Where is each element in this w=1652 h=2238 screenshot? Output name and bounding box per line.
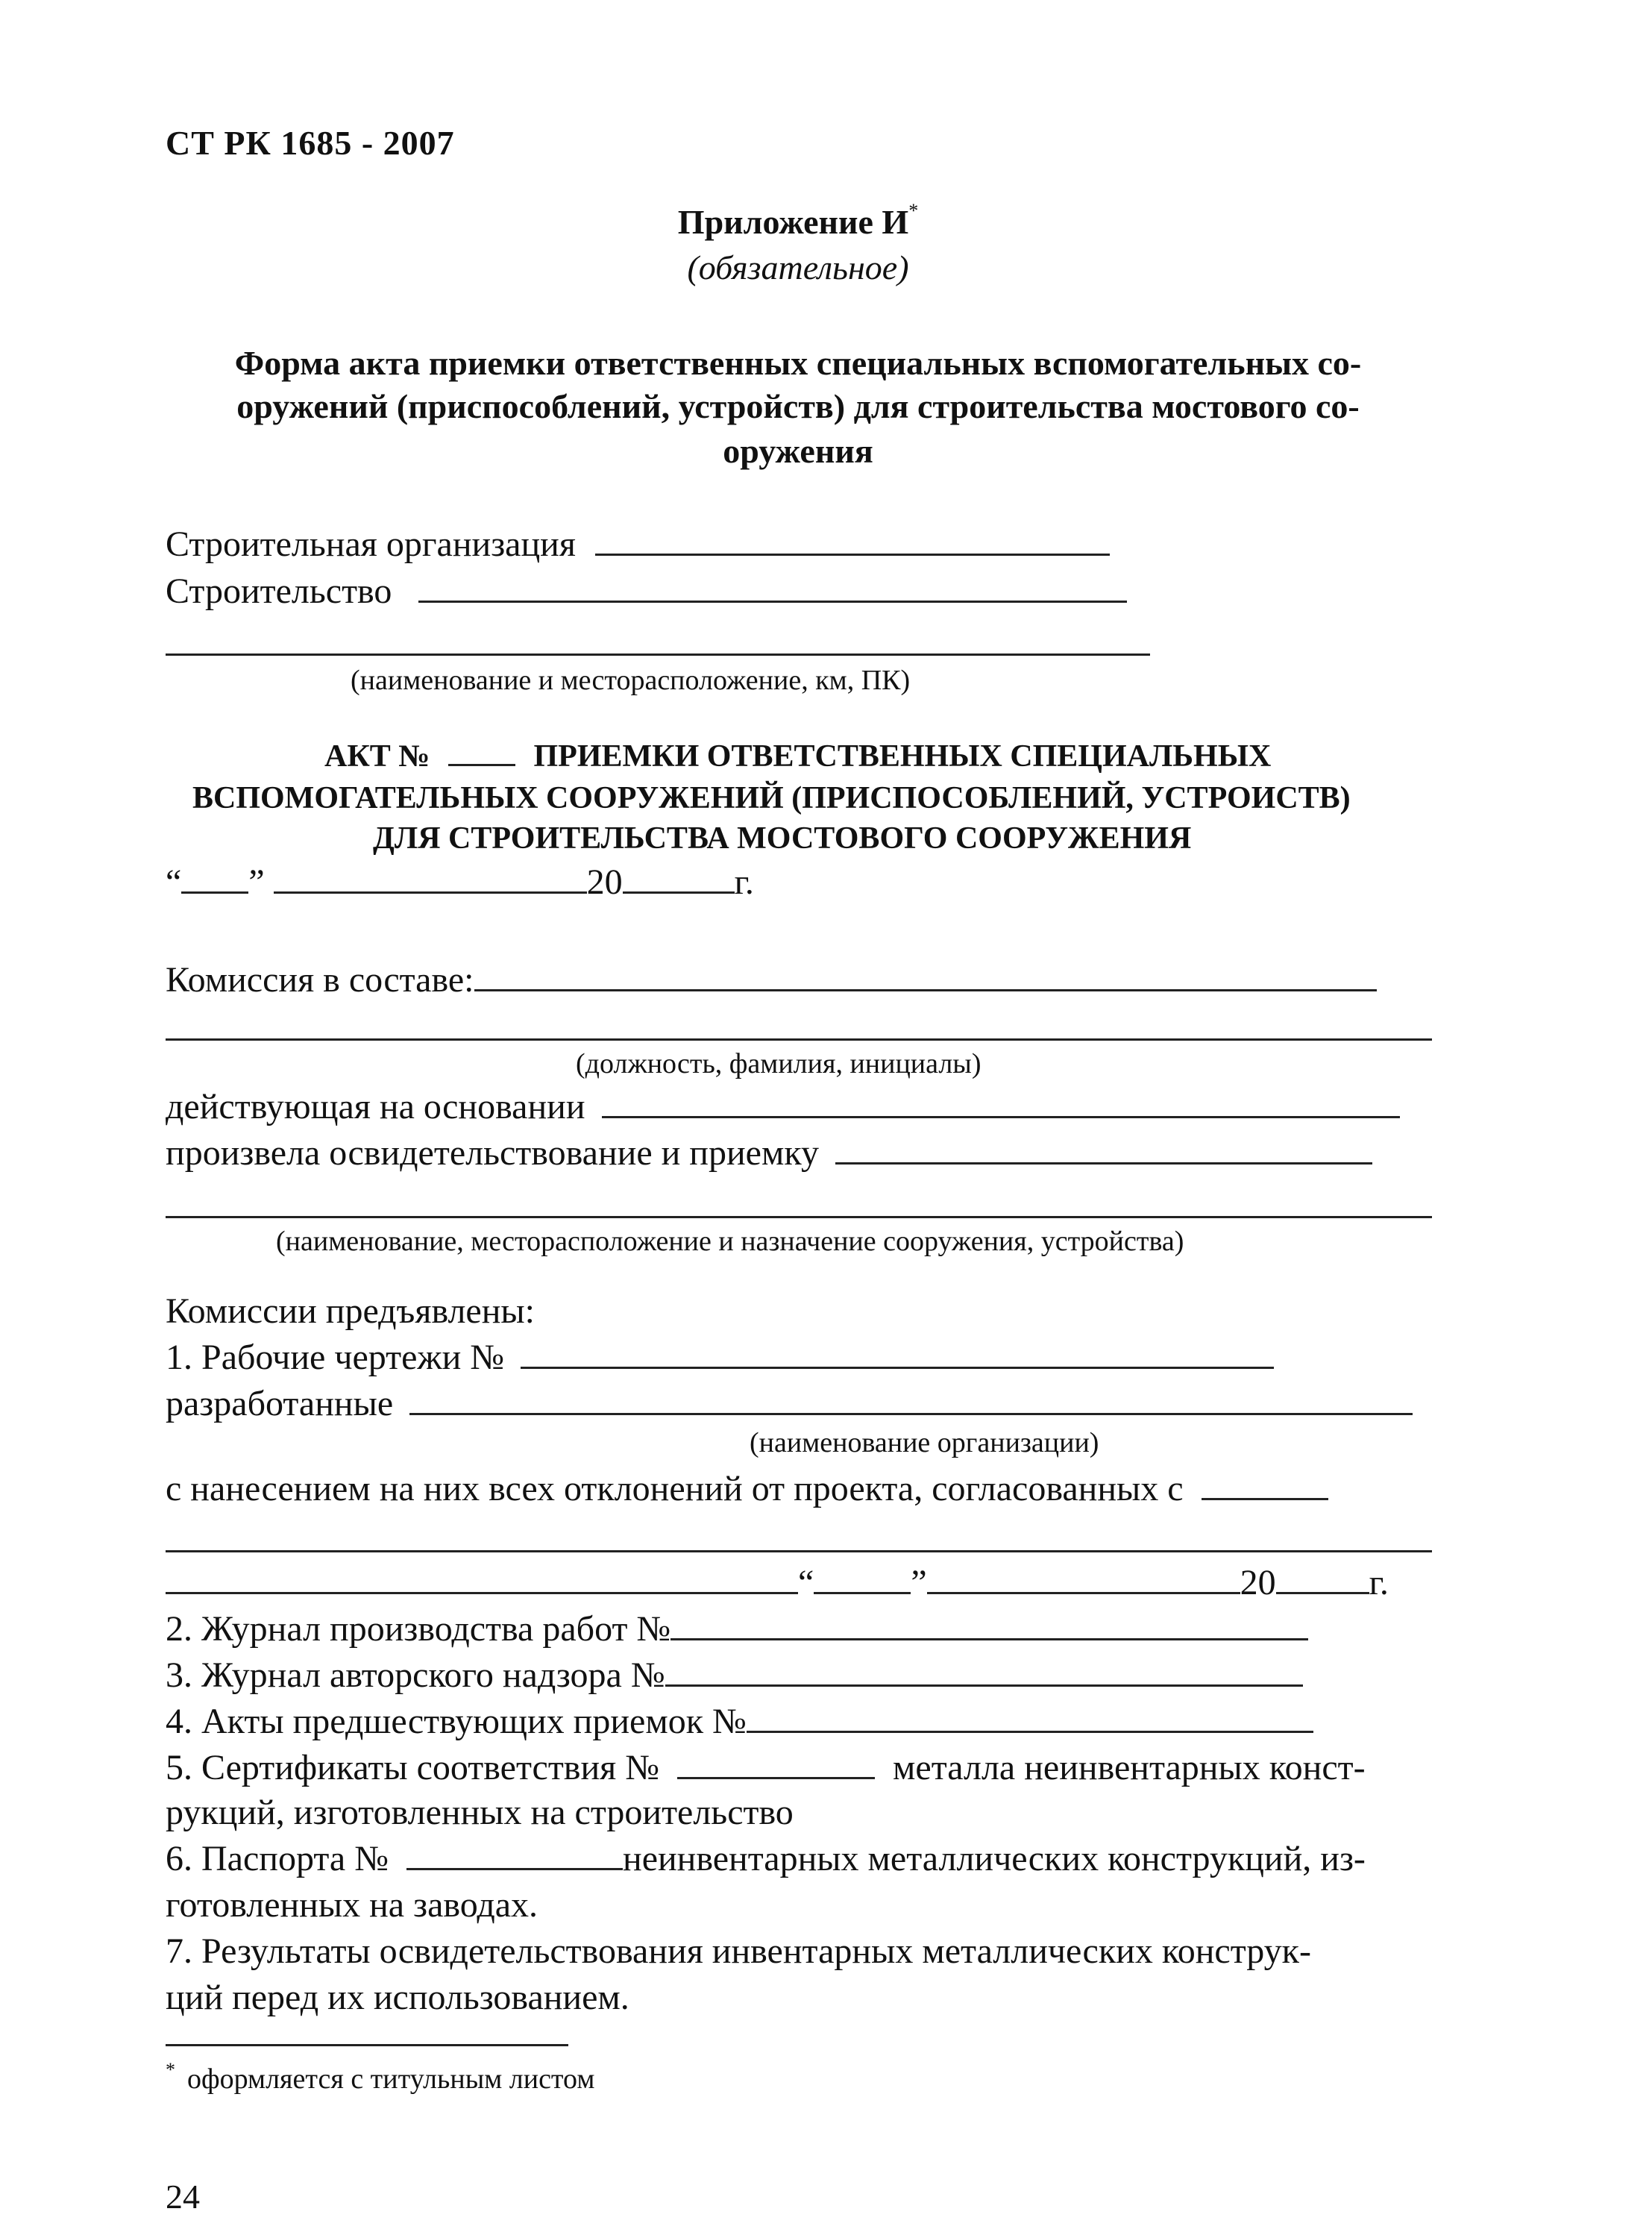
inspection-label: произвела освидетельствование и приемку xyxy=(166,1133,819,1173)
footnote-divider xyxy=(166,2044,568,2046)
commission-composition-blank[interactable] xyxy=(474,967,1377,991)
passports-field xyxy=(166,1838,1366,1879)
deviations-month-blank[interactable] xyxy=(927,1570,1240,1594)
author-supervision-field xyxy=(166,1655,1303,1696)
submitted-heading: Комиссии предъявлены: xyxy=(166,1291,535,1331)
footnote-mark: * xyxy=(166,2059,175,2081)
appendix-status: (обязательное) xyxy=(687,248,909,286)
act-date-open-quote: “ xyxy=(166,862,182,902)
inspection-field xyxy=(166,1132,1372,1173)
basis-label: действующая на основании xyxy=(166,1087,585,1126)
deviations-field xyxy=(166,1468,1328,1509)
passports-label: 6. Паспорта № xyxy=(166,1839,389,1878)
commission-composition-field xyxy=(166,959,1377,1000)
author-supervision-label: 3. Журнал авторского надзора № xyxy=(166,1655,665,1695)
developed-label: разработанные xyxy=(166,1384,394,1423)
developed-field xyxy=(166,1383,1413,1424)
act-date xyxy=(166,862,754,903)
act-title-suffix: ПРИЕМКИ ОТВЕТСТВЕННЫХ СПЕЦИАЛЬНЫХ xyxy=(533,739,1272,774)
previous-acts-label: 4. Акты предшествующих приемок № xyxy=(166,1702,747,1741)
drawings-label: 1. Рабочие чертежи № xyxy=(166,1338,505,1377)
basis-blank[interactable] xyxy=(602,1094,1400,1118)
certificates-label: 5. Сертификаты соответствия № xyxy=(166,1748,660,1787)
act-number-label: АКТ № xyxy=(324,739,430,774)
deviations-label: с нанесением на них всех отклонений от проекта, согласованных с xyxy=(166,1469,1184,1508)
act-title-line-3: ДЛЯ СТРОИТЕЛЬСТВА МОСТОВОГО СООРУЖЕНИЯ xyxy=(373,821,1192,856)
work-log-label: 2. Журнал производства работ № xyxy=(166,1609,671,1649)
standard-code: СТ РК 1685 - 2007 xyxy=(166,124,455,162)
inspection-blank-line-2[interactable] xyxy=(166,1216,1432,1218)
deviations-date-year-prefix: 20 xyxy=(1240,1563,1276,1602)
certificates-suffix: металла неинвентарных конст- xyxy=(893,1748,1366,1787)
deviations-blank[interactable] xyxy=(1202,1476,1328,1500)
appendix-title xyxy=(164,200,1432,242)
act-day-blank[interactable] xyxy=(181,869,248,894)
org-label: Строительная организация xyxy=(166,524,576,564)
org-field xyxy=(166,524,1110,565)
work-log-field xyxy=(166,1608,1308,1649)
appendix-title-text: Приложение И xyxy=(677,203,909,241)
form-title-line-2: оружений (приспособлений, устройств) для строительства мостового со- xyxy=(236,387,1360,425)
deviations-date-open-quote: “ xyxy=(798,1563,814,1602)
commission-composition-label: Комиссия в составе: xyxy=(166,960,474,1000)
basis-field xyxy=(166,1086,1400,1127)
previous-acts-field xyxy=(166,1701,1313,1742)
developed-blank[interactable] xyxy=(409,1391,1413,1415)
construction-field xyxy=(166,571,1127,612)
certificates-line-2: рукций, изготовленных на строительство xyxy=(166,1793,794,1832)
deviations-date xyxy=(166,1562,1389,1603)
act-title-line-2: ВСПОМОГАТЕЛЬНЫХ СООРУЖЕНИЙ (ПРИСПОСОБЛЕНИЙ, УСТРОИСТВ) xyxy=(192,781,1351,815)
form-title-line-1: Форма акта приемки ответственных специальных вспомогательных со- xyxy=(234,344,1362,382)
org-caption: (наименование организации) xyxy=(750,1427,1099,1458)
act-title-line-1 xyxy=(324,739,1271,774)
act-number-blank[interactable] xyxy=(448,743,515,766)
work-log-blank[interactable] xyxy=(670,1616,1308,1640)
object-caption: (наименование, месторасположение и назначение сооружения, устройства) xyxy=(276,1226,1184,1257)
certificates-field xyxy=(166,1747,1366,1788)
author-supervision-blank[interactable] xyxy=(665,1662,1303,1687)
passports-blank[interactable] xyxy=(406,1846,623,1870)
certificates-blank[interactable] xyxy=(677,1755,875,1779)
commission-composition-blank-line-2[interactable] xyxy=(166,1038,1432,1041)
construction-blank[interactable] xyxy=(418,578,1127,603)
inspection-blank[interactable] xyxy=(835,1140,1372,1165)
previous-acts-blank[interactable] xyxy=(747,1708,1313,1733)
inspection-results-line-1: 7. Результаты освидетельствования инвентарных металлических конструк- xyxy=(166,1931,1311,1971)
drawings-blank[interactable] xyxy=(521,1344,1274,1369)
act-year-blank[interactable] xyxy=(623,869,735,894)
footnote-text: оформляется с титульным листом xyxy=(187,2063,595,2095)
act-month-blank[interactable] xyxy=(274,869,587,894)
construction-label: Строительство xyxy=(166,571,392,611)
construction-blank-line-2[interactable] xyxy=(166,653,1150,656)
act-date-year-prefix: 20 xyxy=(586,862,623,902)
page-number: 24 xyxy=(166,2178,200,2216)
passports-line-2: готовленных на заводах. xyxy=(166,1885,538,1925)
passports-suffix: неинвентарных металлических конструкций, из- xyxy=(623,1839,1366,1878)
org-blank[interactable] xyxy=(595,531,1110,556)
position-caption: (должность, фамилия, инициалы) xyxy=(576,1048,982,1079)
deviations-blank-line-3[interactable] xyxy=(166,1570,798,1594)
drawings-field xyxy=(166,1337,1274,1378)
act-date-suffix: г. xyxy=(734,862,754,902)
inspection-results-line-2: ций перед их использованием. xyxy=(166,1978,629,2017)
act-date-close-quote: ” xyxy=(248,862,265,902)
appendix-footnote-mark: * xyxy=(908,200,919,222)
location-caption: (наименование и месторасположение, км, ПК) xyxy=(351,665,911,696)
footnote xyxy=(166,2059,594,2096)
form-title-line-3: оружения xyxy=(723,432,873,470)
deviations-year-blank[interactable] xyxy=(1276,1570,1369,1594)
deviations-date-close-quote: ” xyxy=(911,1563,927,1602)
deviations-blank-line-2[interactable] xyxy=(166,1550,1432,1552)
deviations-date-suffix: г. xyxy=(1369,1563,1389,1602)
deviations-day-blank[interactable] xyxy=(814,1570,911,1594)
